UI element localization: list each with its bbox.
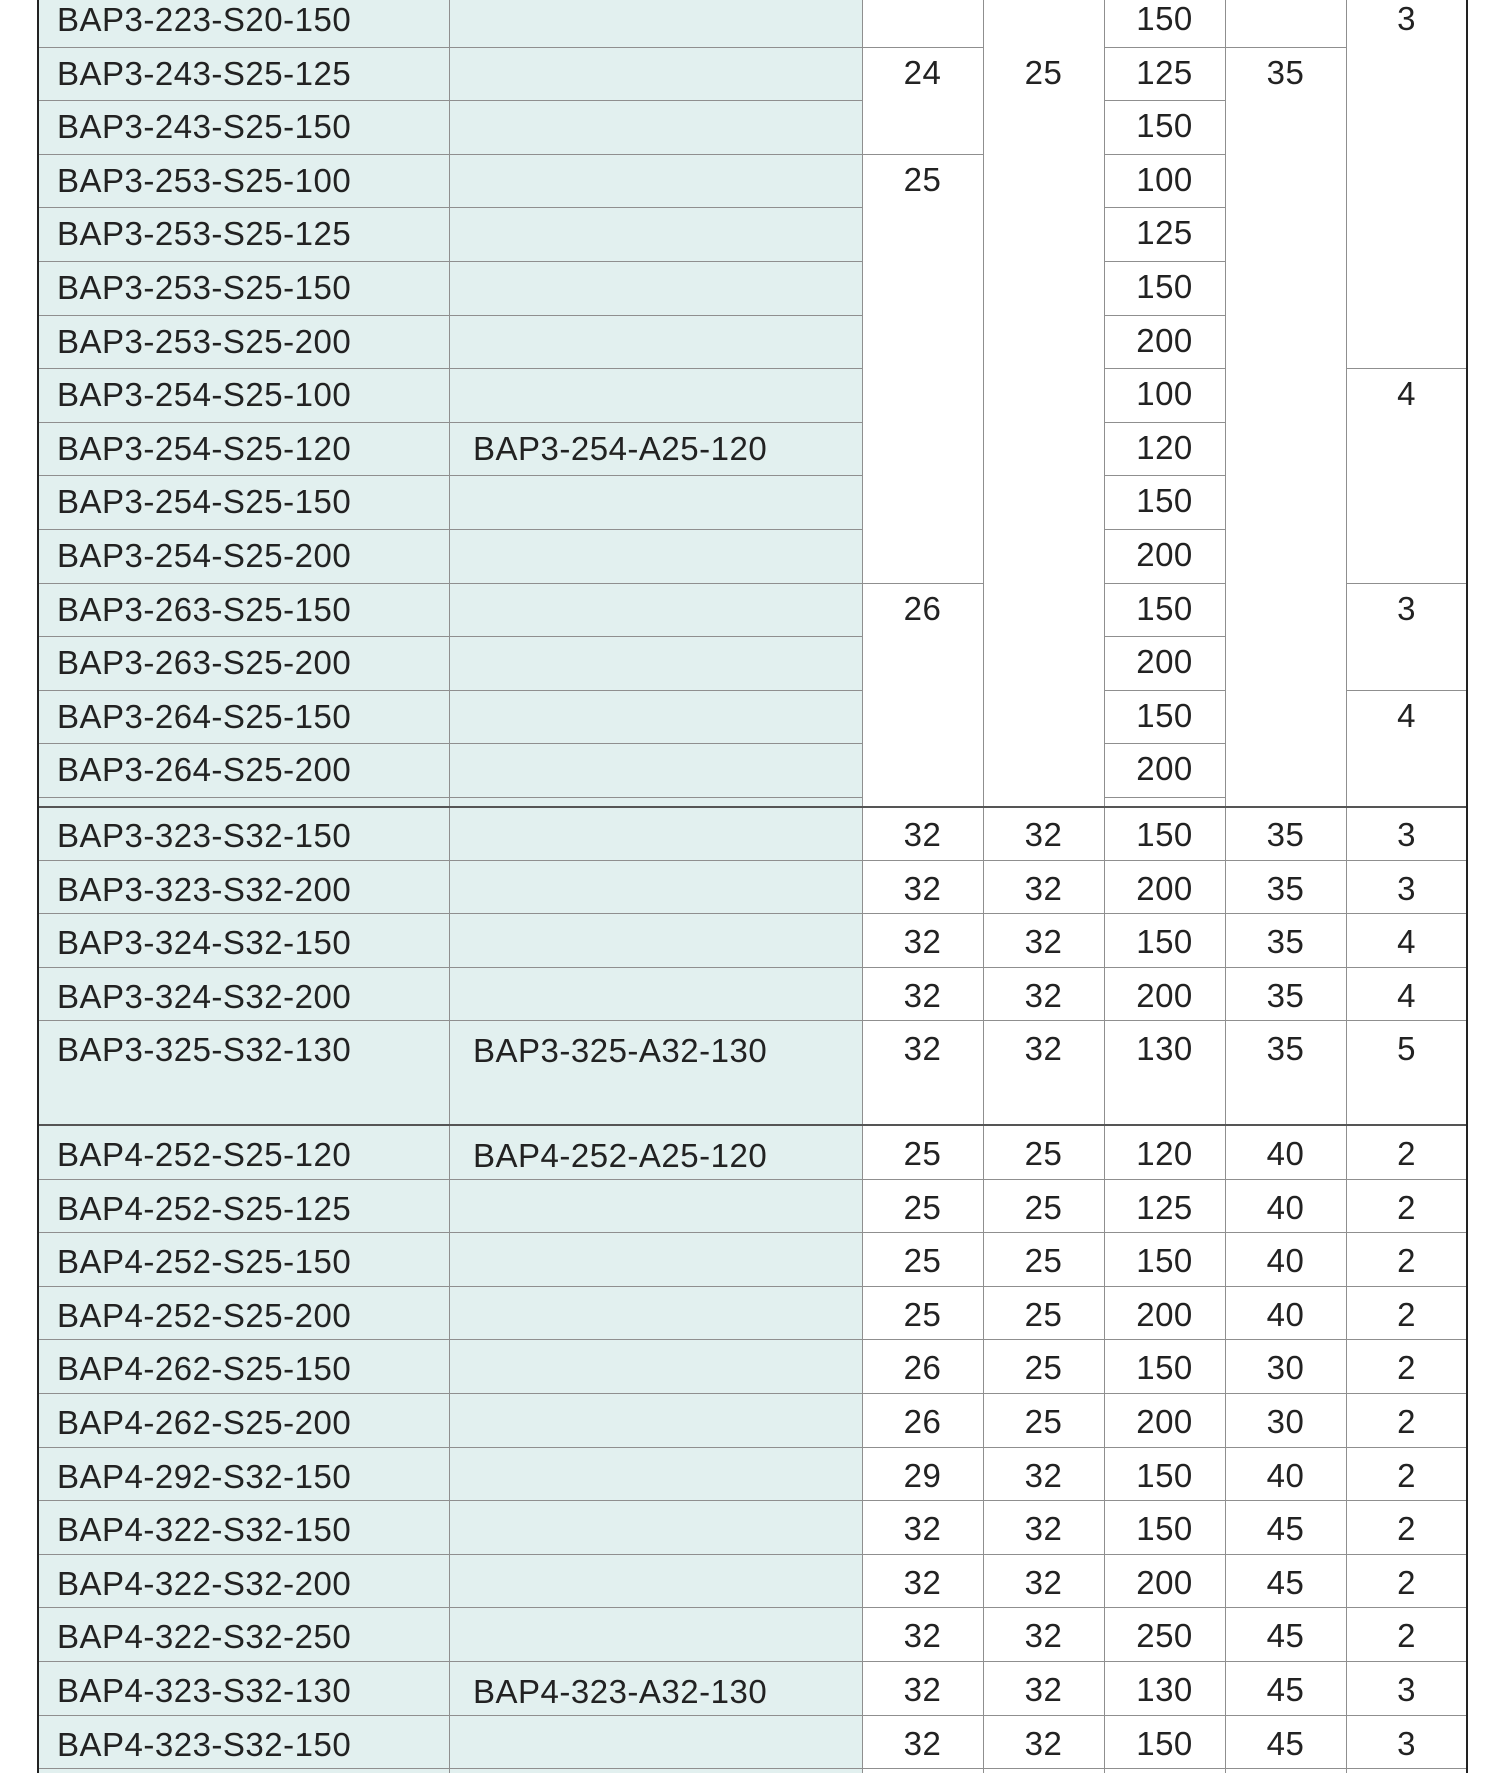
value-col-c: 250 <box>1136 1617 1193 1655</box>
alt-part-code: BAP3-254-A25-120 <box>473 429 768 467</box>
value-col-d: 35 <box>1266 1030 1305 1068</box>
value-col-e: 2 <box>1397 1510 1416 1548</box>
parts-table <box>37 0 1468 1773</box>
value-col-d: 30 <box>1266 1403 1305 1440</box>
value-col-c: 125 <box>1136 214 1193 252</box>
value-col-d: 45 <box>1266 1671 1305 1708</box>
value-col-c: 150 <box>1136 923 1193 961</box>
part-code: BAP4-252-S25-125 <box>57 1189 352 1227</box>
value-col-c: 200 <box>1136 1403 1193 1440</box>
value-col-a: 25 <box>903 1135 942 1172</box>
part-code: BAP4-252-S25-150 <box>57 1243 352 1281</box>
part-code: BAP3-223-S20-150 <box>57 1 352 38</box>
part-code: BAP4-292-S32-150 <box>57 1457 352 1495</box>
part-code: BAP4-252-S25-200 <box>57 1296 352 1334</box>
value-col-d: 45 <box>1266 1510 1305 1548</box>
alt-part-code: BAP3-325-A32-130 <box>473 1032 768 1070</box>
value-col-a: 26 <box>903 1349 942 1387</box>
value-col-a: 32 <box>903 923 942 961</box>
part-code: BAP3-325-S32-130 <box>57 1031 352 1069</box>
value-col-c: 150 <box>1136 816 1193 853</box>
value-col-b: 32 <box>1024 1671 1063 1708</box>
value-col-a: 32 <box>903 976 942 1014</box>
value-col-c: 150 <box>1136 1510 1193 1548</box>
value-col-d: 30 <box>1266 1349 1305 1387</box>
part-code: BAP3-243-S25-150 <box>57 108 352 146</box>
value-col-d: 45 <box>1266 1617 1305 1655</box>
part-code: BAP3-253-S25-125 <box>57 215 352 253</box>
part-code: BAP4-262-S25-150 <box>57 1350 352 1388</box>
value-col-a: 24 <box>903 53 942 91</box>
value-col-a: 26 <box>903 1403 942 1440</box>
value-col-e: 3 <box>1397 589 1416 627</box>
value-col-e: 3 <box>1397 816 1416 853</box>
value-col-b: 32 <box>1024 816 1063 853</box>
section-divider <box>39 1124 1466 1126</box>
value-col-d: 40 <box>1266 1188 1305 1226</box>
value-col-c: 150 <box>1136 268 1193 305</box>
value-col-a: 32 <box>903 1030 942 1068</box>
value-col-b: 25 <box>1024 1135 1063 1172</box>
alt-code-column-bg <box>449 0 862 1773</box>
value-col-d: 40 <box>1266 1295 1305 1333</box>
value-col-b: 32 <box>1024 976 1063 1014</box>
part-code: BAP3-323-S32-200 <box>57 870 352 908</box>
value-col-c: 200 <box>1136 1563 1193 1601</box>
part-code: BAP3-243-S25-125 <box>57 54 352 92</box>
part-code: BAP4-252-S25-120 <box>57 1136 352 1173</box>
column-divider <box>449 0 450 1773</box>
value-col-e: 2 <box>1397 1135 1416 1172</box>
value-col-c: 120 <box>1136 428 1193 466</box>
value-col-c: 200 <box>1136 321 1193 359</box>
row-divider <box>39 797 862 798</box>
value-col-c: 130 <box>1136 1671 1193 1708</box>
value-col-d: 40 <box>1266 1242 1305 1280</box>
value-col-a: 25 <box>903 160 942 198</box>
value-col-e: 2 <box>1397 1349 1416 1387</box>
value-col-e: 2 <box>1397 1456 1416 1494</box>
value-col-d: 35 <box>1266 53 1305 91</box>
value-col-c: 200 <box>1136 1295 1193 1333</box>
value-col-b: 25 <box>1024 1403 1063 1440</box>
value-col-a: 32 <box>903 1563 942 1601</box>
value-col-c: 200 <box>1136 536 1193 573</box>
value-col-e: 4 <box>1397 696 1416 734</box>
value-col-c: 200 <box>1136 869 1193 907</box>
value-col-b: 25 <box>1024 1349 1063 1387</box>
value-col-b: 32 <box>1024 1724 1063 1762</box>
value-col-a: 25 <box>903 1295 942 1333</box>
value-col-c: 150 <box>1136 1242 1193 1280</box>
value-col-c: 120 <box>1136 1135 1193 1172</box>
value-col-a: 29 <box>903 1456 942 1494</box>
value-col-b: 32 <box>1024 1510 1063 1548</box>
value-col-d: 35 <box>1266 816 1305 853</box>
value-col-c: 200 <box>1136 643 1193 681</box>
value-col-e: 3 <box>1397 1671 1416 1708</box>
value-col-b: 32 <box>1024 1030 1063 1068</box>
value-col-b: 32 <box>1024 1563 1063 1601</box>
value-col-c: 200 <box>1136 750 1193 788</box>
value-col-b: 32 <box>1024 869 1063 907</box>
value-col-a: 26 <box>903 589 942 627</box>
value-col-a: 32 <box>903 816 942 853</box>
part-code: BAP3-263-S25-150 <box>57 590 352 628</box>
value-col-d: 35 <box>1266 923 1305 961</box>
value-col-c: 150 <box>1136 107 1193 145</box>
value-col-d: 40 <box>1266 1456 1305 1494</box>
value-col-c: 125 <box>1136 53 1193 91</box>
value-col-c: 150 <box>1136 589 1193 627</box>
value-col-c: 200 <box>1136 976 1193 1014</box>
value-col-b: 32 <box>1024 1617 1063 1655</box>
value-col-e: 3 <box>1397 869 1416 907</box>
value-col-c: 150 <box>1136 482 1193 520</box>
part-code: BAP3-323-S32-150 <box>57 817 352 854</box>
part-code: BAP3-264-S25-200 <box>57 751 352 789</box>
value-col-a: 32 <box>903 1510 942 1548</box>
row-divider <box>1104 797 1225 798</box>
part-code: BAP3-253-S25-200 <box>57 322 352 360</box>
value-col-b: 25 <box>1024 1188 1063 1226</box>
value-col-c: 150 <box>1136 1724 1193 1762</box>
value-col-a: 32 <box>903 869 942 907</box>
value-col-e: 4 <box>1397 375 1416 413</box>
value-col-e: 2 <box>1397 1617 1416 1655</box>
value-col-b: 32 <box>1024 1456 1063 1494</box>
value-col-d: 45 <box>1266 1724 1305 1762</box>
value-col-b: 25 <box>1024 1295 1063 1333</box>
value-col-c: 150 <box>1136 0 1193 37</box>
part-code: BAP4-322-S32-200 <box>57 1564 352 1602</box>
part-code: BAP3-254-S25-200 <box>57 537 352 574</box>
value-col-c: 100 <box>1136 375 1193 413</box>
value-col-e: 2 <box>1397 1563 1416 1601</box>
value-col-c: 100 <box>1136 160 1193 198</box>
part-code: BAP4-323-S32-130 <box>57 1672 352 1709</box>
value-col-e: 3 <box>1397 1724 1416 1762</box>
value-col-d: 45 <box>1266 1563 1305 1601</box>
alt-part-code: BAP4-252-A25-120 <box>473 1137 768 1174</box>
value-col-e: 3 <box>1397 0 1416 37</box>
part-code: BAP4-322-S32-150 <box>57 1511 352 1549</box>
value-col-c: 150 <box>1136 1349 1193 1387</box>
value-col-a: 25 <box>903 1242 942 1280</box>
value-col-b: 32 <box>1024 923 1063 961</box>
value-col-e: 2 <box>1397 1242 1416 1280</box>
value-col-e: 5 <box>1397 1030 1416 1068</box>
part-code: BAP3-324-S32-200 <box>57 977 352 1015</box>
part-code: BAP4-262-S25-200 <box>57 1404 352 1441</box>
value-col-b: 25 <box>1024 53 1063 91</box>
value-col-c: 150 <box>1136 1456 1193 1494</box>
part-code: BAP3-253-S25-150 <box>57 269 352 306</box>
value-col-e: 2 <box>1397 1188 1416 1226</box>
value-col-e: 4 <box>1397 923 1416 961</box>
part-code: BAP3-254-S25-100 <box>57 376 352 414</box>
value-col-a: 32 <box>903 1724 942 1762</box>
value-col-e: 4 <box>1397 976 1416 1014</box>
value-col-c: 130 <box>1136 1030 1193 1068</box>
part-code: BAP3-253-S25-100 <box>57 161 352 199</box>
part-code: BAP3-263-S25-200 <box>57 644 352 682</box>
value-col-d: 35 <box>1266 869 1305 907</box>
value-col-b: 25 <box>1024 1242 1063 1280</box>
part-code: BAP3-254-S25-150 <box>57 483 352 521</box>
part-code: BAP3-264-S25-150 <box>57 697 352 735</box>
value-col-e: 2 <box>1397 1403 1416 1440</box>
value-col-a: 25 <box>903 1188 942 1226</box>
value-col-c: 125 <box>1136 1188 1193 1226</box>
value-col-d: 40 <box>1266 1135 1305 1172</box>
part-code: BAP3-324-S32-150 <box>57 924 352 962</box>
value-col-a: 32 <box>903 1671 942 1708</box>
value-col-d: 35 <box>1266 976 1305 1014</box>
value-col-e: 2 <box>1397 1295 1416 1333</box>
alt-part-code: BAP4-323-A32-130 <box>473 1673 768 1710</box>
part-code: BAP4-323-S32-150 <box>57 1725 352 1763</box>
part-code: BAP3-254-S25-120 <box>57 429 352 467</box>
value-col-c: 150 <box>1136 696 1193 734</box>
value-col-a: 32 <box>903 1617 942 1655</box>
part-code: BAP4-322-S32-250 <box>57 1618 352 1656</box>
